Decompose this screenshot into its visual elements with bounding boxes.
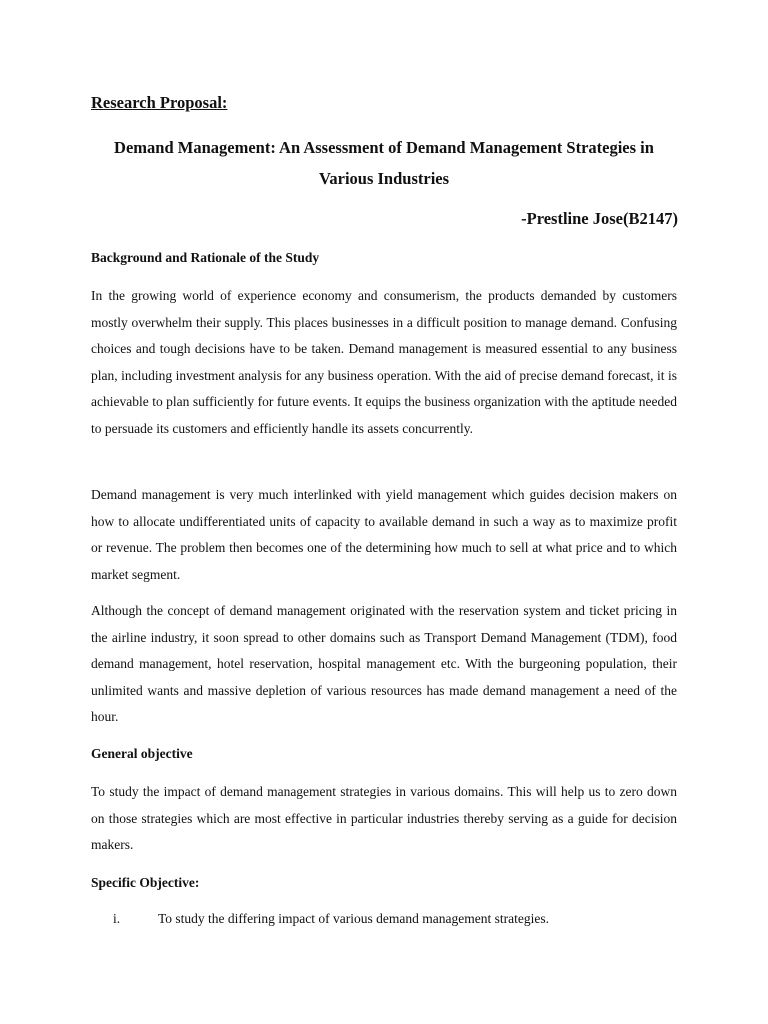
- background-paragraph-1: In the growing world of experience economy and consumerism, the products demanded by customers mostly overwhelm their supply. This places businesses in a difficult position to manage demand. Confusing choices and tough decisions have to be taken. Demand management is measured essential to any business plan, including investment analysis for any business operation. With the aid of precise demand forecast, it is achievable to plan sufficiently for future events. It equips the business organization with the aptitude needed to persuade its customers and efficiently handle its assets concurrently.: [91, 288, 677, 436]
- general-objective-heading: General objective: [91, 746, 193, 761]
- document-author: -Prestline Jose(B2147): [521, 209, 678, 228]
- background-paragraph-2: Demand management is very much interlinked with yield management which guides decision makers on how to allocate undifferentiated units of capacity to available demand in such a way as to maximize profit or revenue. The problem then becomes one of the determining how much to sell at what price and to which market segment.: [91, 487, 677, 582]
- specific-objective-heading: Specific Objective:: [91, 875, 200, 890]
- general-objective-text: To study the impact of demand management strategies in various domains. This will help us to zero down on those strategies which are most effective in particular industries thereby serving as a guide for decision makers.: [91, 784, 677, 853]
- document-title: Demand Management: An Assessment of Demand Management Strategies in Various Industries: [114, 138, 654, 188]
- list-item-text: To study the differing impact of various demand management strategies.: [158, 911, 549, 926]
- specific-objective-item: [113, 911, 549, 927]
- list-marker: i.: [113, 911, 121, 926]
- document-label: Research Proposal:: [91, 93, 228, 112]
- background-heading: Background and Rationale of the Study: [91, 250, 320, 265]
- background-paragraph-3: Although the concept of demand management originated with the reservation system and ticket pricing in the airline industry, it soon spread to other domains such as Transport Demand Management (TDM), food demand management, hotel reservation, hospital management etc. With the burgeoning population, their unlimited wants and massive depletion of various resources has made demand management a need of the hour.: [91, 603, 677, 725]
